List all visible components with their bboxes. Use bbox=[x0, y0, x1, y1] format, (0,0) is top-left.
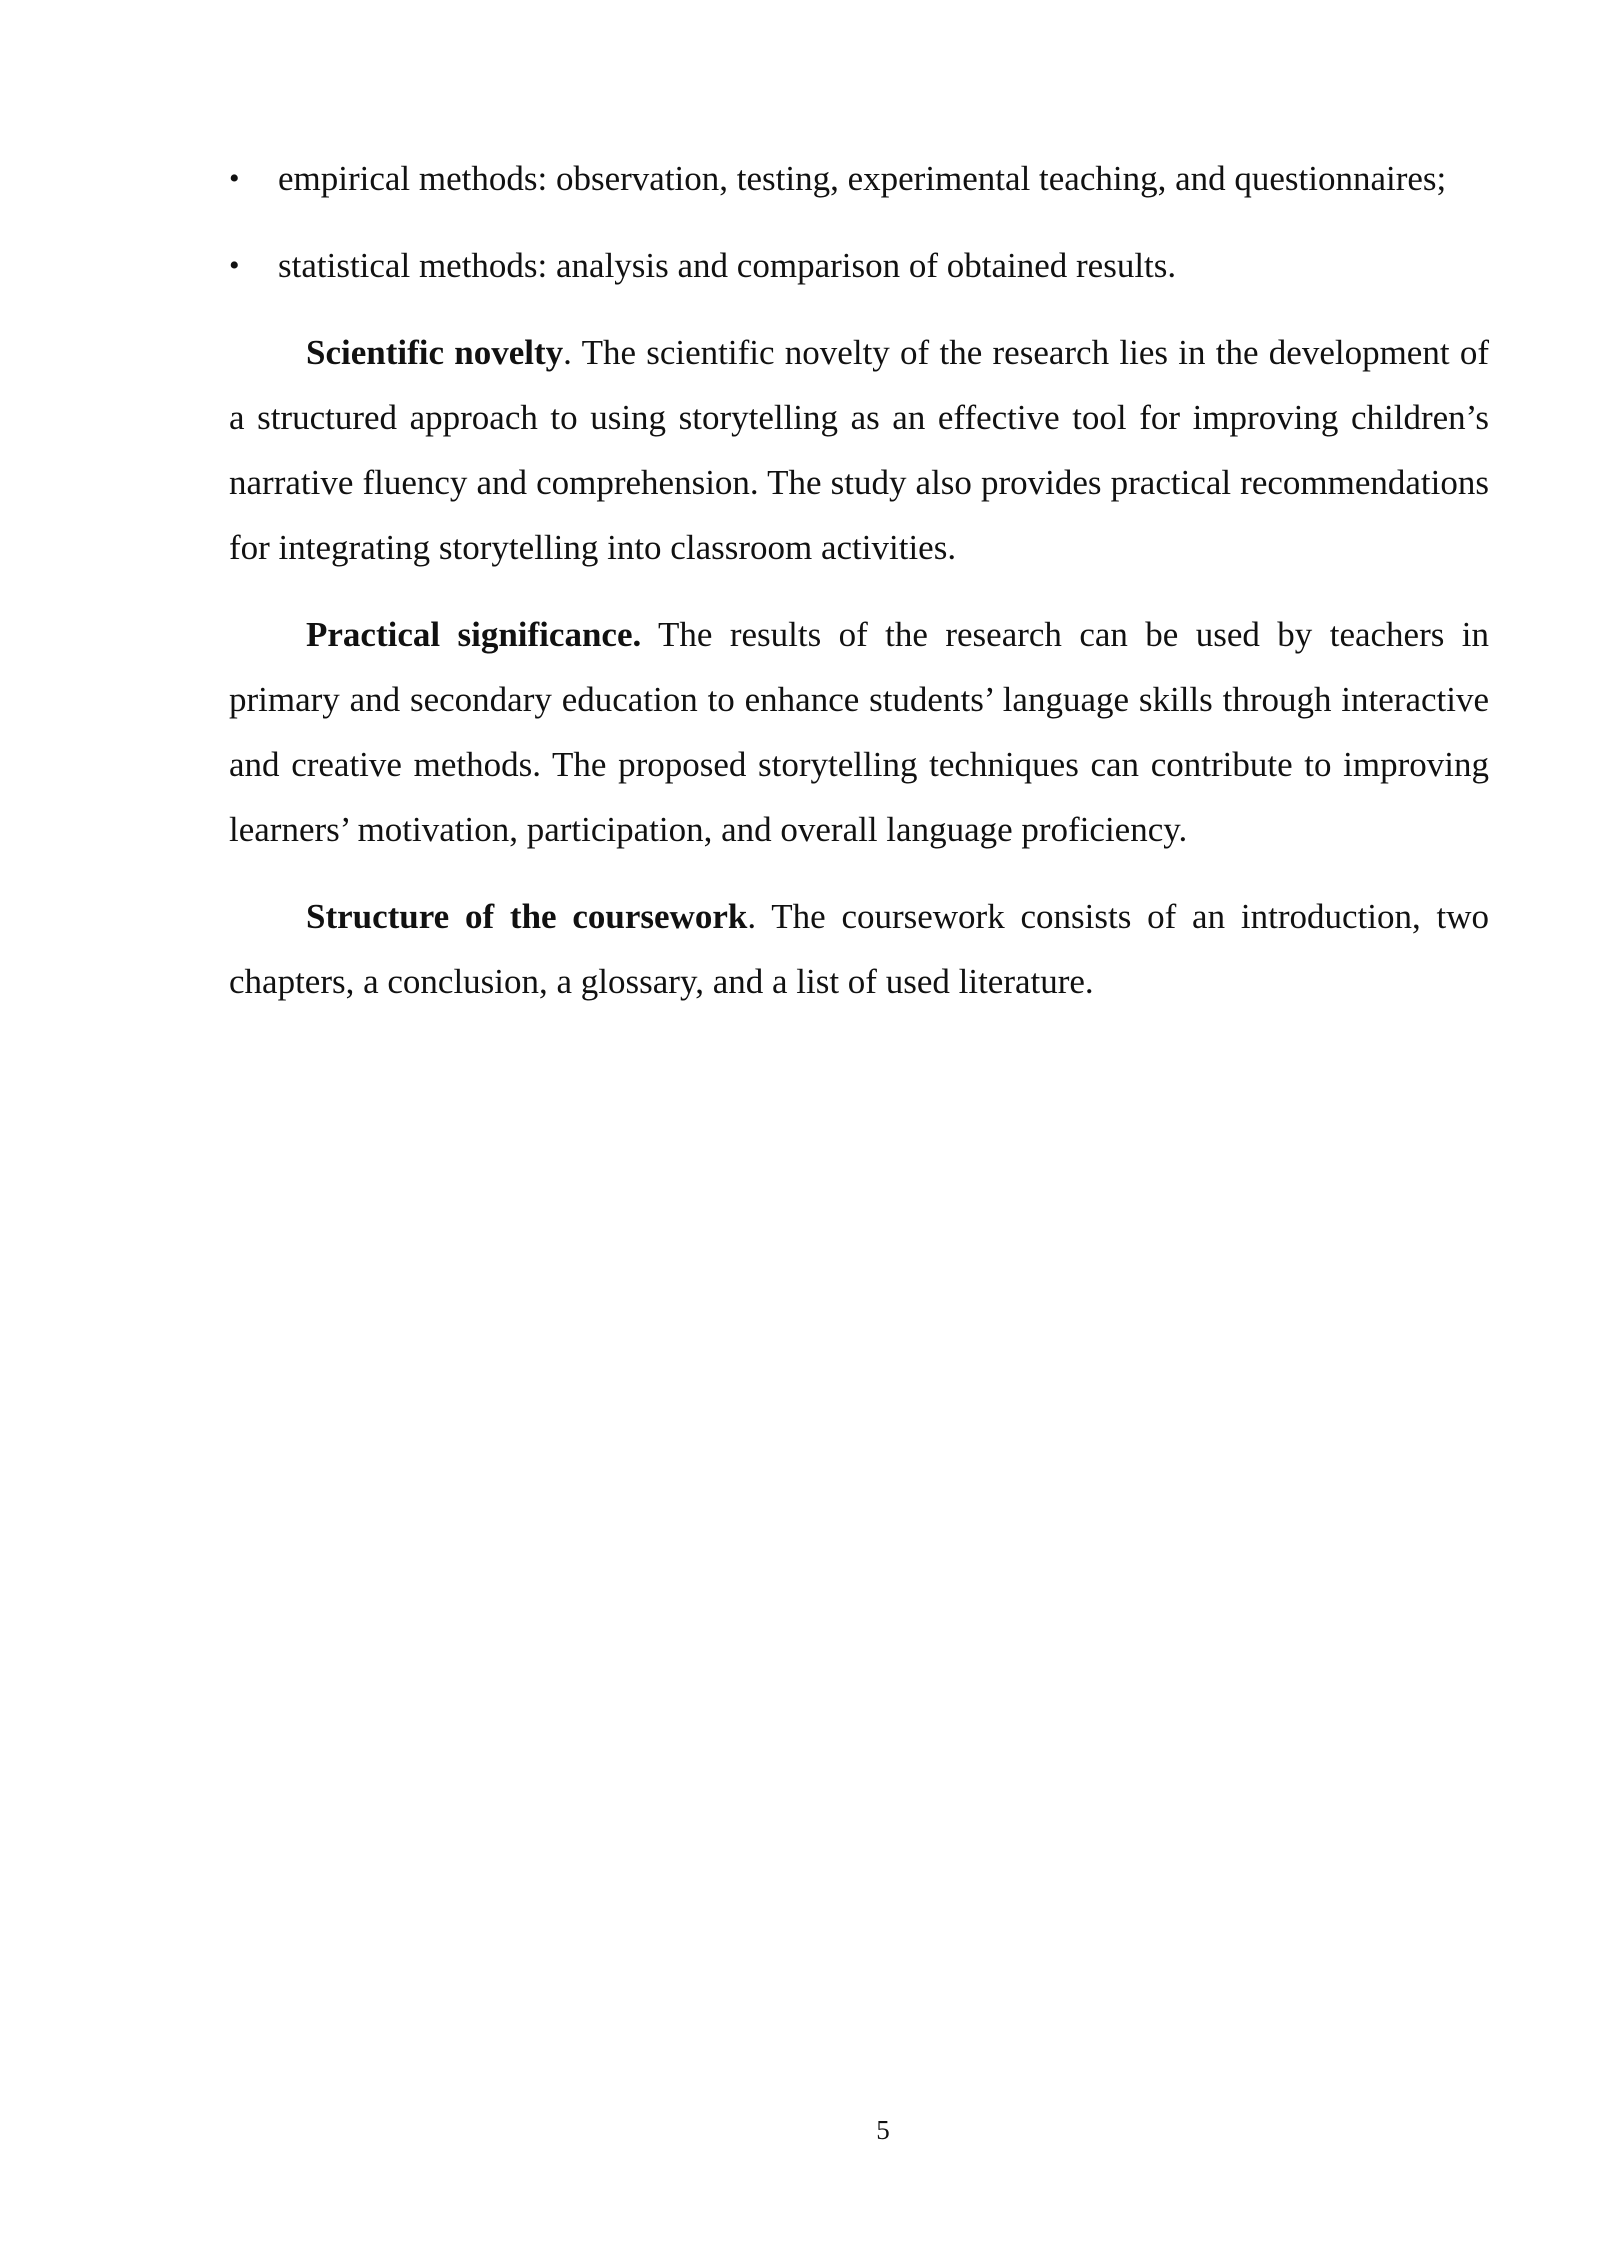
paragraph-lead: Scientific novelty bbox=[306, 333, 564, 372]
paragraph-scientific-novelty bbox=[229, 320, 1489, 580]
paragraph-lead: Practical significance. bbox=[306, 615, 642, 654]
bullet-item-statistical bbox=[229, 233, 1489, 298]
methods-bullet-list bbox=[229, 146, 1489, 298]
paragraph-structure bbox=[229, 884, 1489, 1014]
bullet-text: empirical methods: observation, testing, experimental teaching, and questionnaires; bbox=[278, 159, 1447, 198]
bullet-item-empirical bbox=[229, 146, 1489, 211]
paragraph-body: The coursework consists of an introduction, two chapters, a conclusion, a glossary, and a list of used literature. bbox=[229, 897, 1489, 1001]
paragraph-lead: Structure of the coursework bbox=[306, 897, 748, 936]
paragraph-body: The scientific novelty of the research lies in the development of a structured approach to using storytelling as an effective tool for improving children’s narrative fluency and comprehension. The study also provides practical recommendations for integrating storytelling into classroom activities. bbox=[229, 333, 1489, 567]
paragraph-lead-punct: . bbox=[563, 333, 572, 372]
page-content bbox=[229, 146, 1489, 1014]
paragraph-body: The results of the research can be used by teachers in primary and secondary education to enhance students’ language skills through interactive and creative methods. The proposed storytelling techniques can contribute to improving learners’ motivation, participation, and overall language proficiency. bbox=[229, 615, 1489, 849]
bullet-dot-icon: • bbox=[229, 249, 240, 282]
paragraph-practical-significance bbox=[229, 602, 1489, 862]
paragraph-lead-punct: . bbox=[747, 897, 757, 936]
bullet-dot-icon: • bbox=[229, 162, 240, 195]
bullet-text: statistical methods: analysis and comparison of obtained results. bbox=[278, 246, 1177, 285]
page-number: 5 bbox=[876, 2115, 890, 2145]
